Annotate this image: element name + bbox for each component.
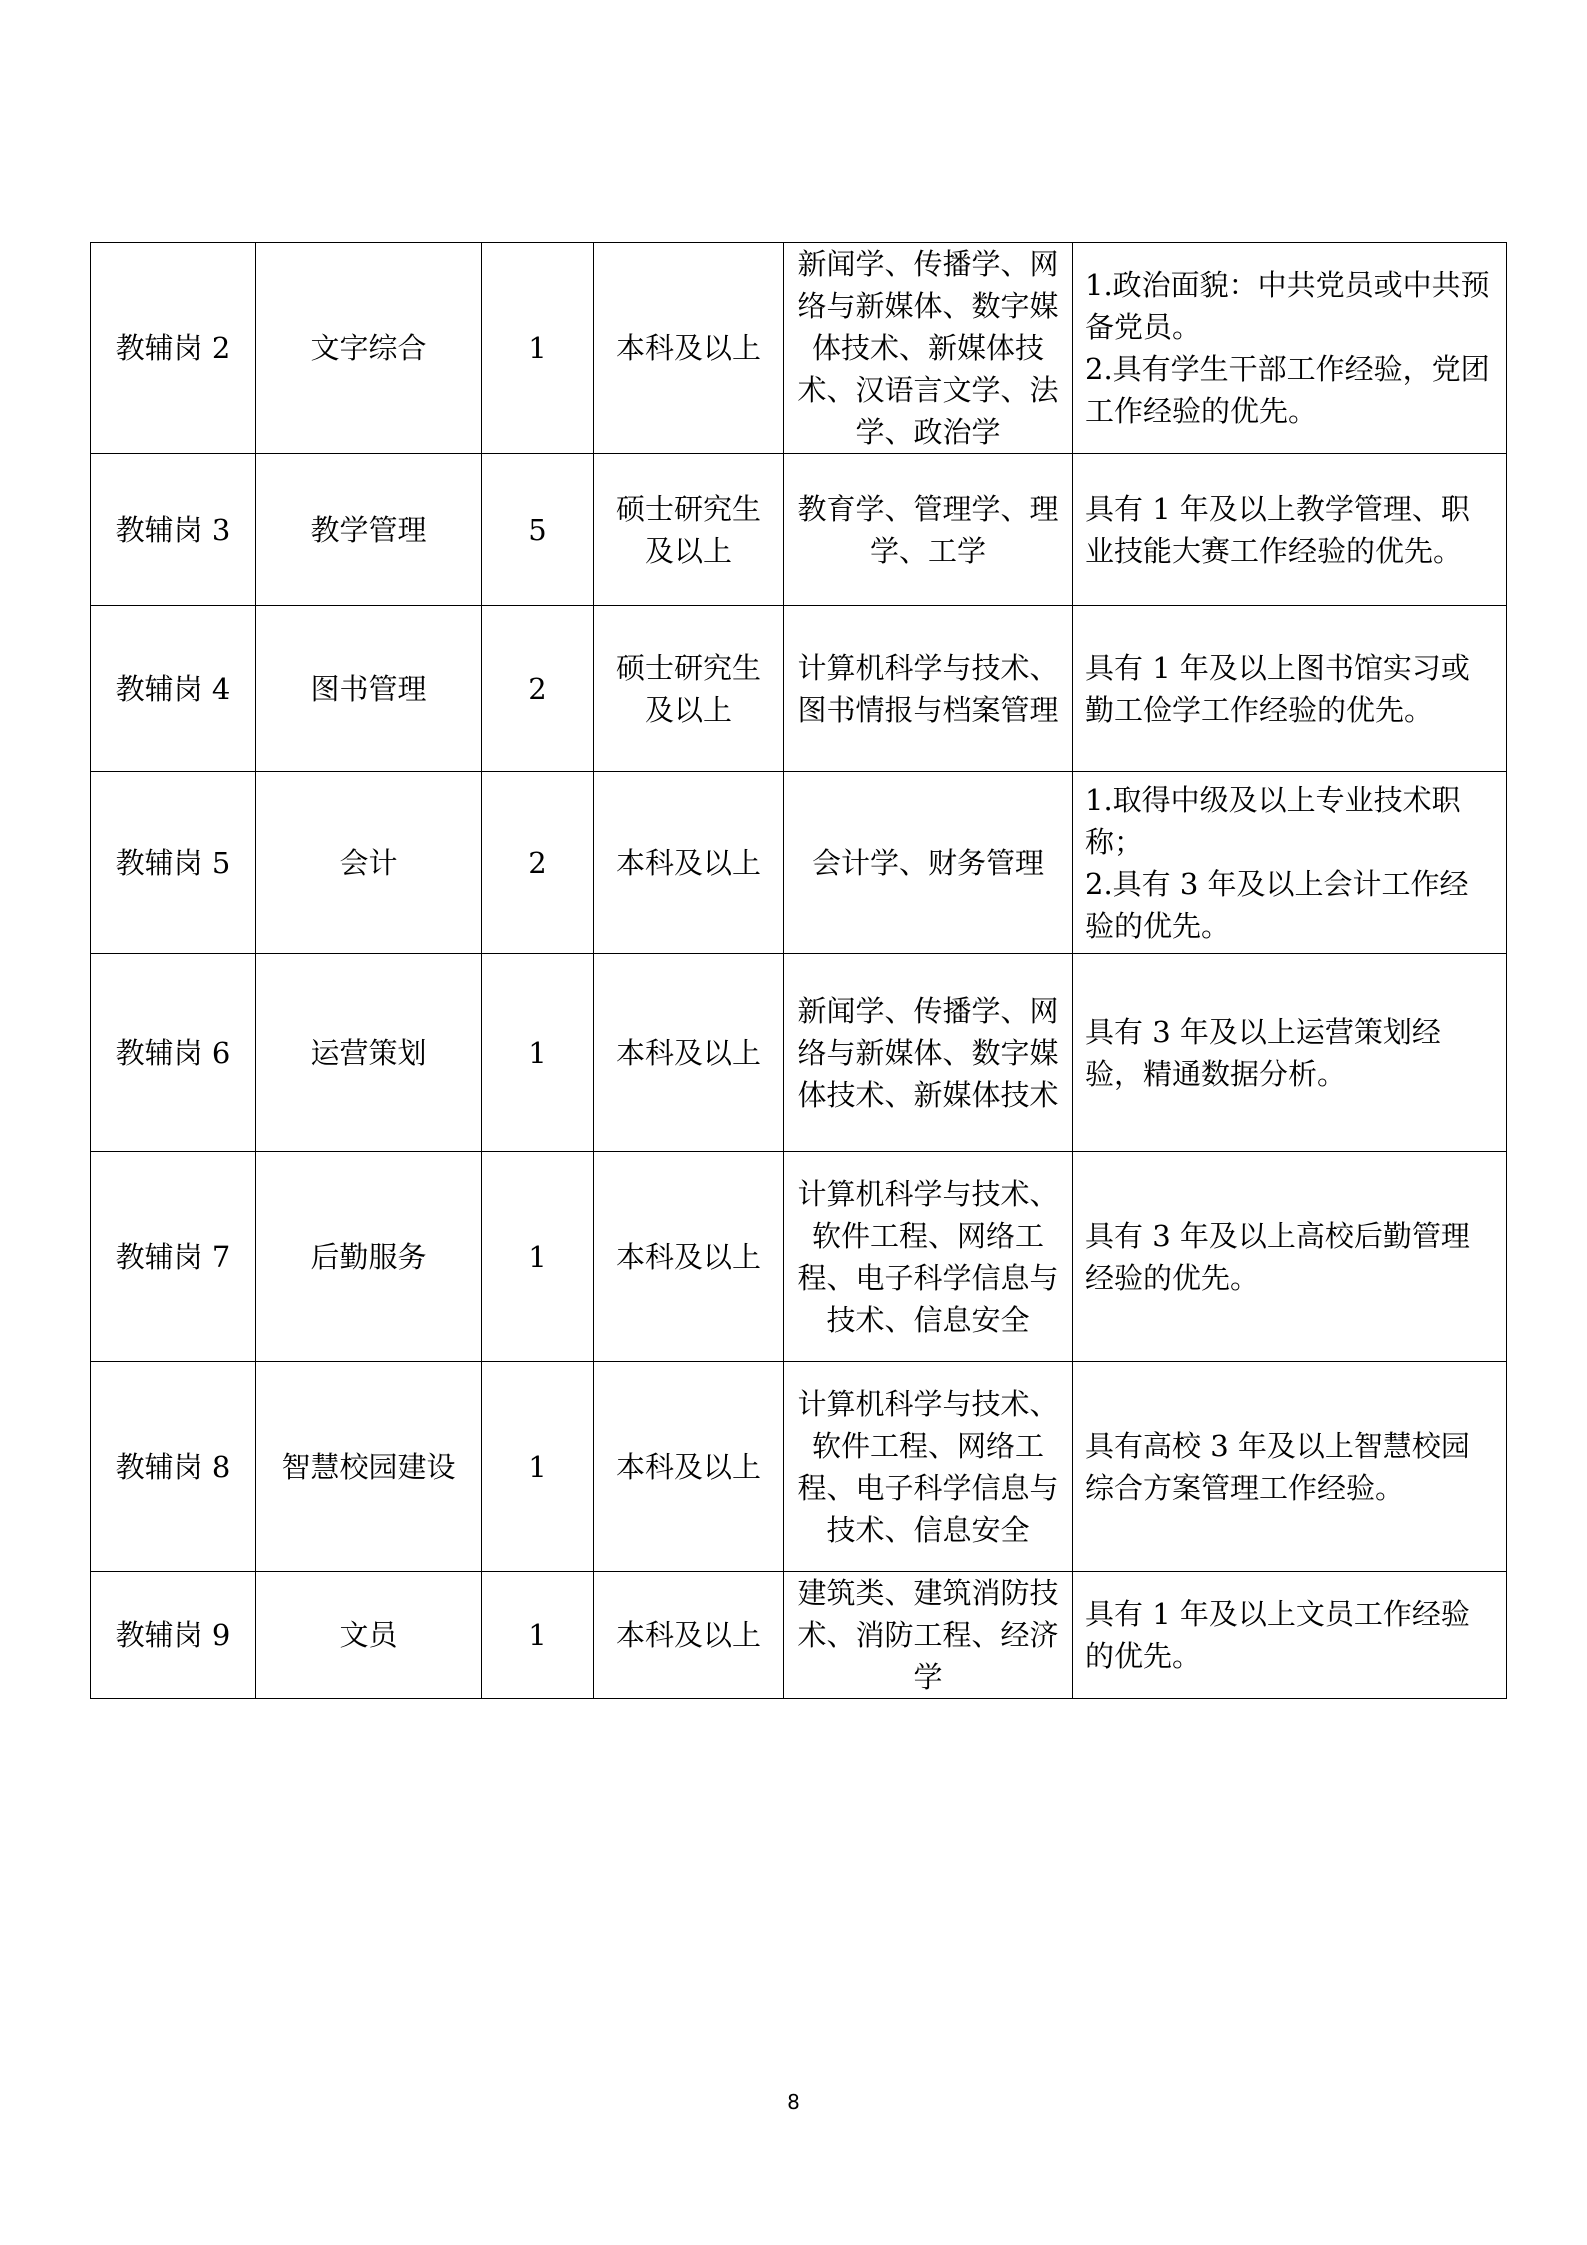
major-cell: 新闻学、传播学、网络与新媒体、数字媒体技术、新媒体技术 [784,954,1073,1152]
education-cell: 硕士研究生及以上 [594,454,784,606]
post-code-cell: 教辅岗 5 [91,772,256,954]
post-name-cell: 会计 [256,772,482,954]
major-cell: 计算机科学与技术、图书情报与档案管理 [784,606,1073,772]
post-code-cell: 教辅岗 7 [91,1152,256,1362]
post-name-cell: 教学管理 [256,454,482,606]
headcount-cell: 2 [482,772,594,954]
requirement-line: 具有 1 年及以上教学管理、职业技能大赛工作经验的优先。 [1085,491,1470,568]
post-code-cell: 教辅岗 4 [91,606,256,772]
table-row [91,1152,1507,1362]
page-number: 8 [787,2090,800,2114]
education-cell: 硕士研究生及以上 [594,606,784,772]
requirement-line: 具有 3 年及以上高校后勤管理经验的优先。 [1085,1218,1470,1295]
table-row [91,243,1507,454]
education-cell: 本科及以上 [594,1572,784,1699]
headcount-cell: 1 [482,1362,594,1572]
table-row [91,1572,1507,1699]
table-row [91,1362,1507,1572]
requirement-cell [1073,454,1507,606]
post-code-cell: 教辅岗 9 [91,1572,256,1699]
requirement-cell [1073,1152,1507,1362]
education-cell: 本科及以上 [594,772,784,954]
post-code-cell: 教辅岗 6 [91,954,256,1152]
headcount-cell: 5 [482,454,594,606]
headcount-cell: 1 [482,1572,594,1699]
requirement-line: 具有 1 年及以上文员工作经验的优先。 [1085,1597,1470,1673]
post-name-cell: 智慧校园建设 [256,1362,482,1572]
post-name-cell: 运营策划 [256,954,482,1152]
requirement-cell [1073,1572,1507,1699]
major-cell: 会计学、财务管理 [784,772,1073,954]
requirement-line: 具有高校 3 年及以上智慧校园综合方案管理工作经验。 [1085,1428,1470,1505]
requirement-cell [1073,606,1507,772]
requirement-line: 具有 3 年及以上运营策划经验，精通数据分析。 [1085,1014,1441,1091]
job-positions-table [90,242,1507,1699]
headcount-cell: 1 [482,1152,594,1362]
table-row [91,606,1507,772]
education-cell: 本科及以上 [594,1152,784,1362]
requirement-cell [1073,772,1507,954]
major-cell: 新闻学、传播学、网络与新媒体、数字媒体技术、新媒体技术、汉语言文学、法学、政治学 [784,243,1073,454]
requirement-cell [1073,1362,1507,1572]
table-row [91,772,1507,954]
education-cell: 本科及以上 [594,243,784,454]
post-code-cell: 教辅岗 8 [91,1362,256,1572]
requirement-cell [1073,954,1507,1152]
post-name-cell: 后勤服务 [256,1152,482,1362]
requirement-cell [1073,243,1507,454]
major-cell: 建筑类、建筑消防技术、消防工程、经济学 [784,1572,1073,1699]
headcount-cell: 1 [482,954,594,1152]
headcount-cell: 1 [482,243,594,454]
requirement-line: 1.取得中级及以上专业技术职称； [1085,782,1461,859]
post-code-cell: 教辅岗 2 [91,243,256,454]
table-row [91,954,1507,1152]
requirement-line: 具有 1 年及以上图书馆实习或勤工俭学工作经验的优先。 [1085,650,1470,727]
requirement-line: 2.具有 3 年及以上会计工作经验的优先。 [1085,866,1469,943]
education-cell: 本科及以上 [594,1362,784,1572]
post-name-cell: 文员 [256,1572,482,1699]
post-name-cell: 图书管理 [256,606,482,772]
major-cell: 计算机科学与技术、软件工程、网络工程、电子科学信息与技术、信息安全 [784,1152,1073,1362]
education-cell: 本科及以上 [594,954,784,1152]
major-cell: 计算机科学与技术、软件工程、网络工程、电子科学信息与技术、信息安全 [784,1362,1073,1572]
post-code-cell: 教辅岗 3 [91,454,256,606]
headcount-cell: 2 [482,606,594,772]
requirement-line: 2.具有学生干部工作经验，党团工作经验的优先。 [1085,352,1490,428]
requirement-line: 1.政治面貌：中共党员或中共预备党员。 [1085,268,1490,344]
post-name-cell: 文字综合 [256,243,482,454]
major-cell: 教育学、管理学、理学、工学 [784,454,1073,606]
table-row [91,454,1507,606]
